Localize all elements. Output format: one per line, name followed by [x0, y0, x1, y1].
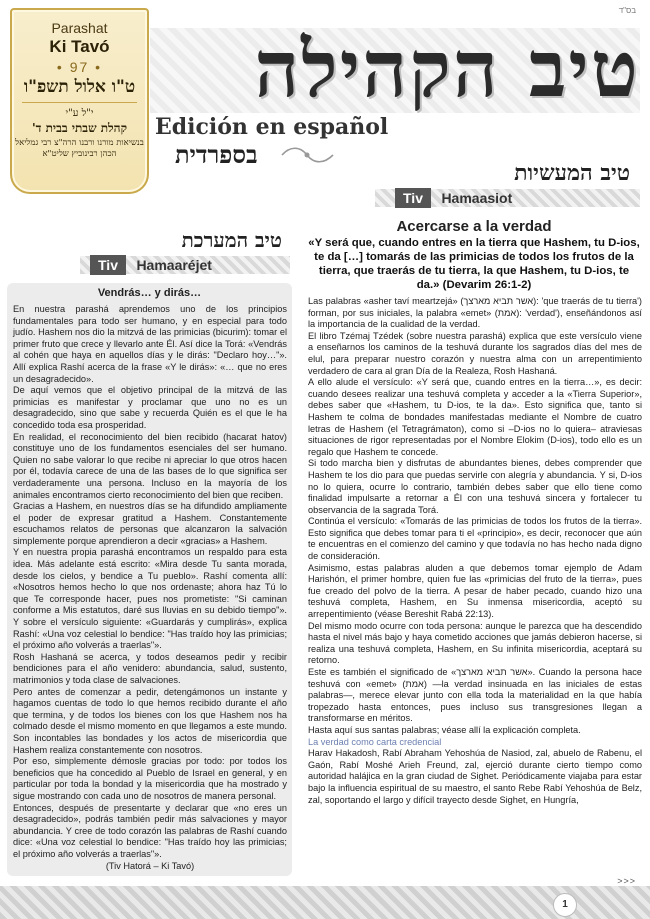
paragraph: Entonces, después de presentarte y declarar que «no eres un desagradecido», podrás también pedir más salvaciones y mayor abundancia. Y cree de todo corazón las palabras de Rashí cuando dice: «Una voz celestial lo bendice: "Has traído hoy las primicias; el próximo año volverás a traerlas"». — [13, 802, 287, 859]
continued-marker: >>> — [617, 876, 636, 886]
dedication-line-1: י"ל ע"י — [65, 108, 94, 119]
paragraph: Continúa el versículo: «Tomarás de las primicias de todos los frutos de la tierra». Esto significa que debes tomar para ti el «principio», es decir, reconocer que aún te encuentras en el comienzo del camino y que todavía no has hecho nada digno de consideración. — [308, 516, 642, 562]
section-heb-title: טיב המערכת — [181, 228, 282, 252]
corner-mark: בס"ד — [618, 6, 636, 15]
paragraph: Harav Hakadosh, Rabí Abraham Yehoshúa de Nasiod, zal, abuelo de Rabenu, el Gaón, Rabí Moshé Arieh Freund, zal, ejerció durante cierto tiempo como autoridad halájica en la gran ciudad de Sighet. Periódicamente viajaba para estar bajo la influencia espiritual de su maestro, el santo Rebe Rabí Yehoshúa de Belz, zal, soportando el largo y difícil trayecto desde Sighet, en Hungría, — [308, 748, 642, 805]
paragraph: Este es también el significado de «אשר תביא מארצך». Cuando la persona hace teshuvá con «emet» (אמת) —la verdad insinuada en las iniciales de estas palabras—, merece elevar junto con ella toda la materialidad en la que había tropezado hasta entonces, pues incluso sus transgresiones llegan a transformarse en méritos. — [308, 667, 642, 724]
parasha-badge — [10, 8, 149, 194]
paragraph: Las palabras «asher taví meartzejá» (אשר תביא מארצך): 'que traerás de tu tierra') forman, por sus iniciales, la palabra «emet» (אמת): 'verdad'), enseñándonos así la importancia de la cualidad de la verdad. — [308, 296, 642, 330]
section-label-group — [90, 255, 212, 275]
left-article-title: Vendrás… y dirás… — [97, 287, 202, 299]
paragraph: Rosh Hashaná se acerca, y todos deseamos pedir y recibir bendiciones para el año venidero: abundancia, salud, sustento, matrimonios y toda clase de salvaciones. — [13, 651, 287, 685]
paragraph: El libro Tzémaj Tzédek (sobre nuestra parashá) explica que este versículo viene a enseñarnos los caminos de la teshuvá durante los sagrados días del mes de elul, para preparar nuestro corazón y nuestra alma con un arrepentimiento verdadero de cara al gran Día de la Realeza, Rosh Hashaná. — [308, 330, 642, 376]
edition-label: Edición en español — [155, 114, 389, 140]
left-article-body — [13, 304, 287, 872]
verse-quote: «Y será que, cuando entres en la tierra que Hashem, tu D-ios, te da […] tomarás de las primicias de todos los frutos de la tierra, que traerás de tu tierra, la que Hashem, tu D-ios, te da.» (Devarim 26:1-2) — [308, 237, 640, 291]
section-label-group — [395, 188, 512, 208]
dedication-line-2: קהלת שבתי בבית ד' — [31, 121, 127, 135]
tiv-tag: Tiv — [395, 188, 431, 208]
right-article-title: Acercarse a la verdad — [396, 218, 552, 235]
paragraph: Asimismo, estas palabras aluden a que debemos tomar ejemplo de Adam Harishón, el primer hombre, quien fue las «primicias del fruto de la tierra», pues fue creado del polvo de la tierra. A pesar de haber pecado, cuando hizo una teshuvá completa, Hashem, en Su inmensa misericordia, aceptó su arrepentimiento (véase Bereshit Rabá 22:13). — [308, 562, 642, 620]
paragraph: Pero antes de comenzar a pedir, detengámonos un instante y hagamos cuentas de todo lo que hemos recibido durante el año que termina, y de todos los bienes con los que Hashem nos ha colmado desde el mismo momento en que llegamos a este mundo. Son incontables las bondades y los actos de misericordia que Hashem realiza constantemente con nosotros. — [13, 686, 287, 755]
masthead-title: טיב הקהילה — [254, 24, 640, 115]
paragraph: Si todo marcha bien y disfrutas de abundantes bienes, debes comprender que Hashem te los dio para que puedas servirle con alegría y abundancia. Y si, D-ios no lo quiera, ocurre lo contrario, también debes saber que ello tiene como finalidad impulsarte a retornar a Él con una teshuvá sincera y fortalecer tu observancia de la sagrada Torá. — [308, 458, 642, 515]
hebrew-date: ט"ו אלול תשפ"ו — [23, 77, 136, 97]
paragraph: Gracias a Hashem, en nuestros días se ha difundido ampliamente el poder de expresar gratitud a Hashem. Constantemente escuchamos relatos de personas que alcanzaron la salvación simplemente porque aprendieron a decir «gracias» a Hashem. — [13, 501, 287, 546]
issue-number: • 97 • — [56, 59, 103, 75]
sefardit-label: בספרדית — [175, 140, 258, 169]
parashat-label: Parashat — [51, 20, 108, 36]
subheading: La verdad como carta credencial — [308, 736, 442, 747]
paragraph: De aquí vemos que el objetivo principal de la mitzvá de las primicias es manifestar y proclamar que uno no es un desagradecido, sino que sabe y recuerda Quién es el que le ha concedido toda esa prosperidad. — [13, 385, 287, 430]
page-number: 1 — [553, 893, 577, 917]
section-header-maarejet — [80, 230, 290, 282]
paragraph: En nuestra parashá aprendemos uno de los principios fundamentales para todo ser humano, y en especial para todo judío. Hashem nos dio la mitzvá de las primicias (bicurim): tomar el primer fruto que crece y llevarlo ante Él. Así dice la Torá: «Vendrás al cohén que haya en aquellos días y le dirás: "Declaro hoy…"». Allí explica Rashí acerca de la frase «Y le dirás»: «… que no eres un desagradecido». — [13, 304, 287, 384]
paragraph: Del mismo modo ocurre con toda persona: aunque le parezca que ha descendido hasta el nivel más bajo y haya cometido acciones que jamás debieron hacerse, si realiza una teshuvá completa, Hashem, en Su infinita misericordia, aceptará su retorno. — [308, 620, 642, 666]
section-header-maasiot — [375, 162, 640, 214]
ornament-icon — [280, 144, 335, 166]
paragraph: En realidad, el reconocimiento del bien recibido (hacarat hatov) constituye uno de los fundamentos esenciales del ser humano. Quien no sabe valorar lo que recibe ni apreciar lo que otros hacen por él, todavía carece de una de las bases de lo que significa ser verdaderamente una persona. Incluso en la mayoría de los animales encontramos cierto reconocimiento del bien que reciben. — [13, 431, 287, 500]
section-label: Hamaaréjet — [136, 257, 212, 273]
paragraph: A ello alude el versículo: «Y será que, cuando entres en la tierra…», es decir: cuando desees realizar una teshuvá completa y acceder a la «Tierra Superior», debes saber que «Hashem, tu D-ios, te la da». Esto significa que, tanto si Hashem te colma de bondades manifestadas mediante el Nombre de cuatro letras de Hashem (el Tetragrámaton), como si –D-ios no lo quiera– atraviesas situaciones de rigor representadas por el Nombre Elokim (D-ios), todo ello es un regalo que Hashem te concede. — [308, 377, 642, 457]
section-heb-title: טיב המעשיות — [514, 160, 630, 186]
paragraph: Por eso, simplemente démosle gracias por todo: por todos los beneficios que ha concedido al Pueblo de Israel en general, y en particular por toda la bondad y la misericordia que ha mostrado y sigue mostrando con cada uno de nosotros de manera personal. — [13, 756, 287, 801]
right-article-body — [308, 296, 642, 806]
article-signoff: (Tiv Hatorá – Ki Tavó) — [105, 860, 195, 871]
badge-divider — [22, 102, 137, 103]
parasha-name: Ki Tavó — [49, 37, 110, 56]
tiv-tag: Tiv — [90, 255, 126, 275]
paragraph: Hasta aquí sus santas palabras; véase allí la explicación completa. — [308, 724, 581, 735]
paragraph: Y en nuestra propia parashá encontramos un respaldo para esta idea. Más adelante está escrito: «Mira desde Tu santa morada, desde los cielos, y bendice a Tu pueblo». Rashí comenta allí: «Nosotros hemos hecho lo que nos ordenaste; ahora haz Tú lo que Te corresponde hacer, pues nos prometiste: "Si caminan conforme a Mis estatutos, daré sus lluvias en su debido tiempo"». Y sobre el versículo siguiente: «Guardarás y cumplirás», explica Rashí: «Una voz celestial lo bendice: "Has traído hoy las primicias; el próximo año volverás a traerlas"». — [13, 547, 287, 651]
dedication-line-3: בנשיאות מורנו ורבנו הרה"צ רבי גמליאל הכהן רבינוביץ שליט"א — [15, 138, 144, 159]
section-label: Hamaasiot — [441, 190, 513, 206]
